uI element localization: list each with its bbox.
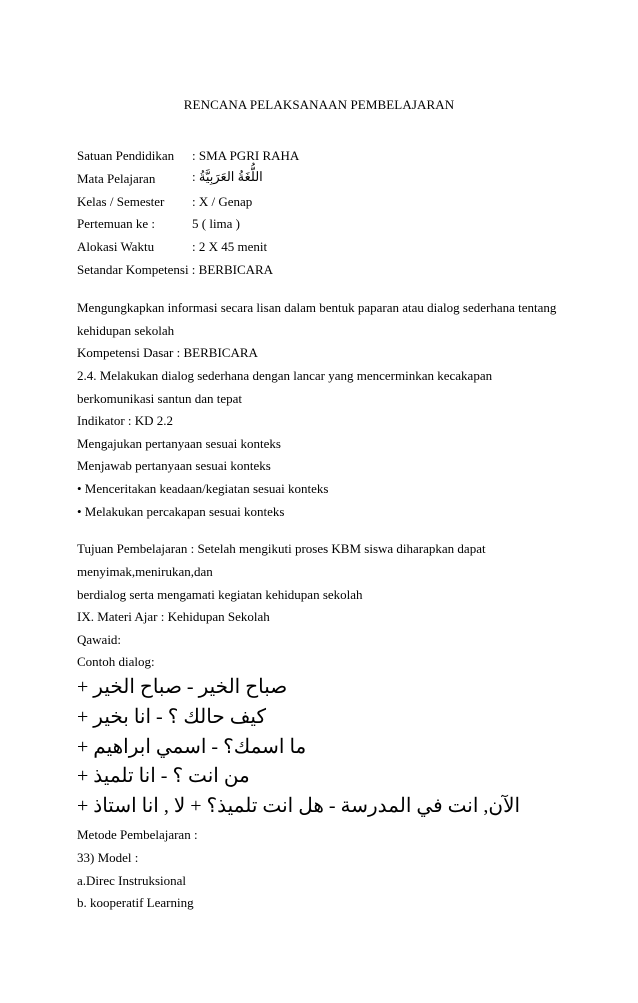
tujuan-line: berdialog serta mengamati kegiatan kehidupan sekolah [77, 587, 363, 602]
closing-line: 33) Model : [77, 850, 139, 865]
tujuan-line: Tujuan Pembelajaran : Setelah mengikuti proses KBM siswa diharapkan dapat [77, 541, 486, 556]
meta-label-kelas: Kelas / Semester [77, 194, 165, 209]
meta-label-mapel: Mata Pelajaran [77, 171, 156, 186]
body-line: berkomunikasi santun dan tepat [77, 391, 242, 406]
meta-label-alokasi: Alokasi Waktu [77, 239, 155, 254]
tujuan-line: Contoh dialog: [77, 654, 155, 669]
body-line: Mengungkapkan informasi secara lisan dalam bentuk paparan atau dialog sederhana tentang [77, 300, 557, 315]
tujuan-line: IX. Materi Ajar : Kehidupan Sekolah [77, 609, 270, 624]
body-line: 2.4. Melakukan dialog sederhana dengan lancar yang mencerminkan kecakapan [77, 368, 493, 383]
body-line: Indikator : KD 2.2 [77, 413, 174, 428]
dialog-line: + صباح الخير - صباح الخير [77, 676, 288, 698]
meta-value-alokasi: : 2 X 45 menit [192, 239, 268, 254]
body-line: Menjawab pertanyaan sesuai konteks [77, 458, 271, 473]
standar-kompetensi: Setandar Kompetensi : BERBICARA [77, 262, 274, 277]
dialog-line: + ما اسمك؟ - اسمي ابراهيم [77, 736, 307, 758]
closing-line: a.Direc Instruksional [77, 873, 187, 888]
dialog-line: + من انت ؟ - انا تلميذ [77, 765, 250, 787]
closing-line: Metode Pembelajaran : [77, 827, 198, 842]
body-line: Mengajukan pertanyaan sesuai konteks [77, 436, 281, 451]
meta-value-mapel: : اللُّغَةُ العَرَبِيَّةُ [192, 169, 263, 184]
meta-value-satuan: : SMA PGRI RAHA [192, 148, 300, 163]
meta-label-pertemuan: Pertemuan ke : [77, 216, 155, 231]
body-line: kehidupan sekolah [77, 323, 175, 338]
meta-value-kelas: : X / Genap [192, 194, 253, 209]
closing-line: b. kooperatif Learning [77, 895, 194, 910]
body-line: Kompetensi Dasar : BERBICARA [77, 345, 258, 360]
tujuan-line: menyimak,menirukan,dan [77, 564, 213, 579]
tujuan-line: Qawaid: [77, 632, 122, 647]
meta-label-satuan: Satuan Pendidikan [77, 148, 175, 163]
meta-value-pertemuan: 5 ( lima ) [192, 216, 241, 231]
body-line: • Menceritakan keadaan/kegiatan sesuai konteks [77, 481, 329, 496]
document-title: RENCANA PELAKSANAAN PEMBELAJARAN [183, 97, 455, 112]
body-line: • Melakukan percakapan sesuai konteks [77, 504, 285, 519]
dialog-line: + الآن, انت في المدرسة - هل انت تلميذ؟ + لا , انا استاذ [77, 795, 521, 817]
dialog-line: + كيف حالك ؟ - انا بخير [77, 706, 266, 728]
